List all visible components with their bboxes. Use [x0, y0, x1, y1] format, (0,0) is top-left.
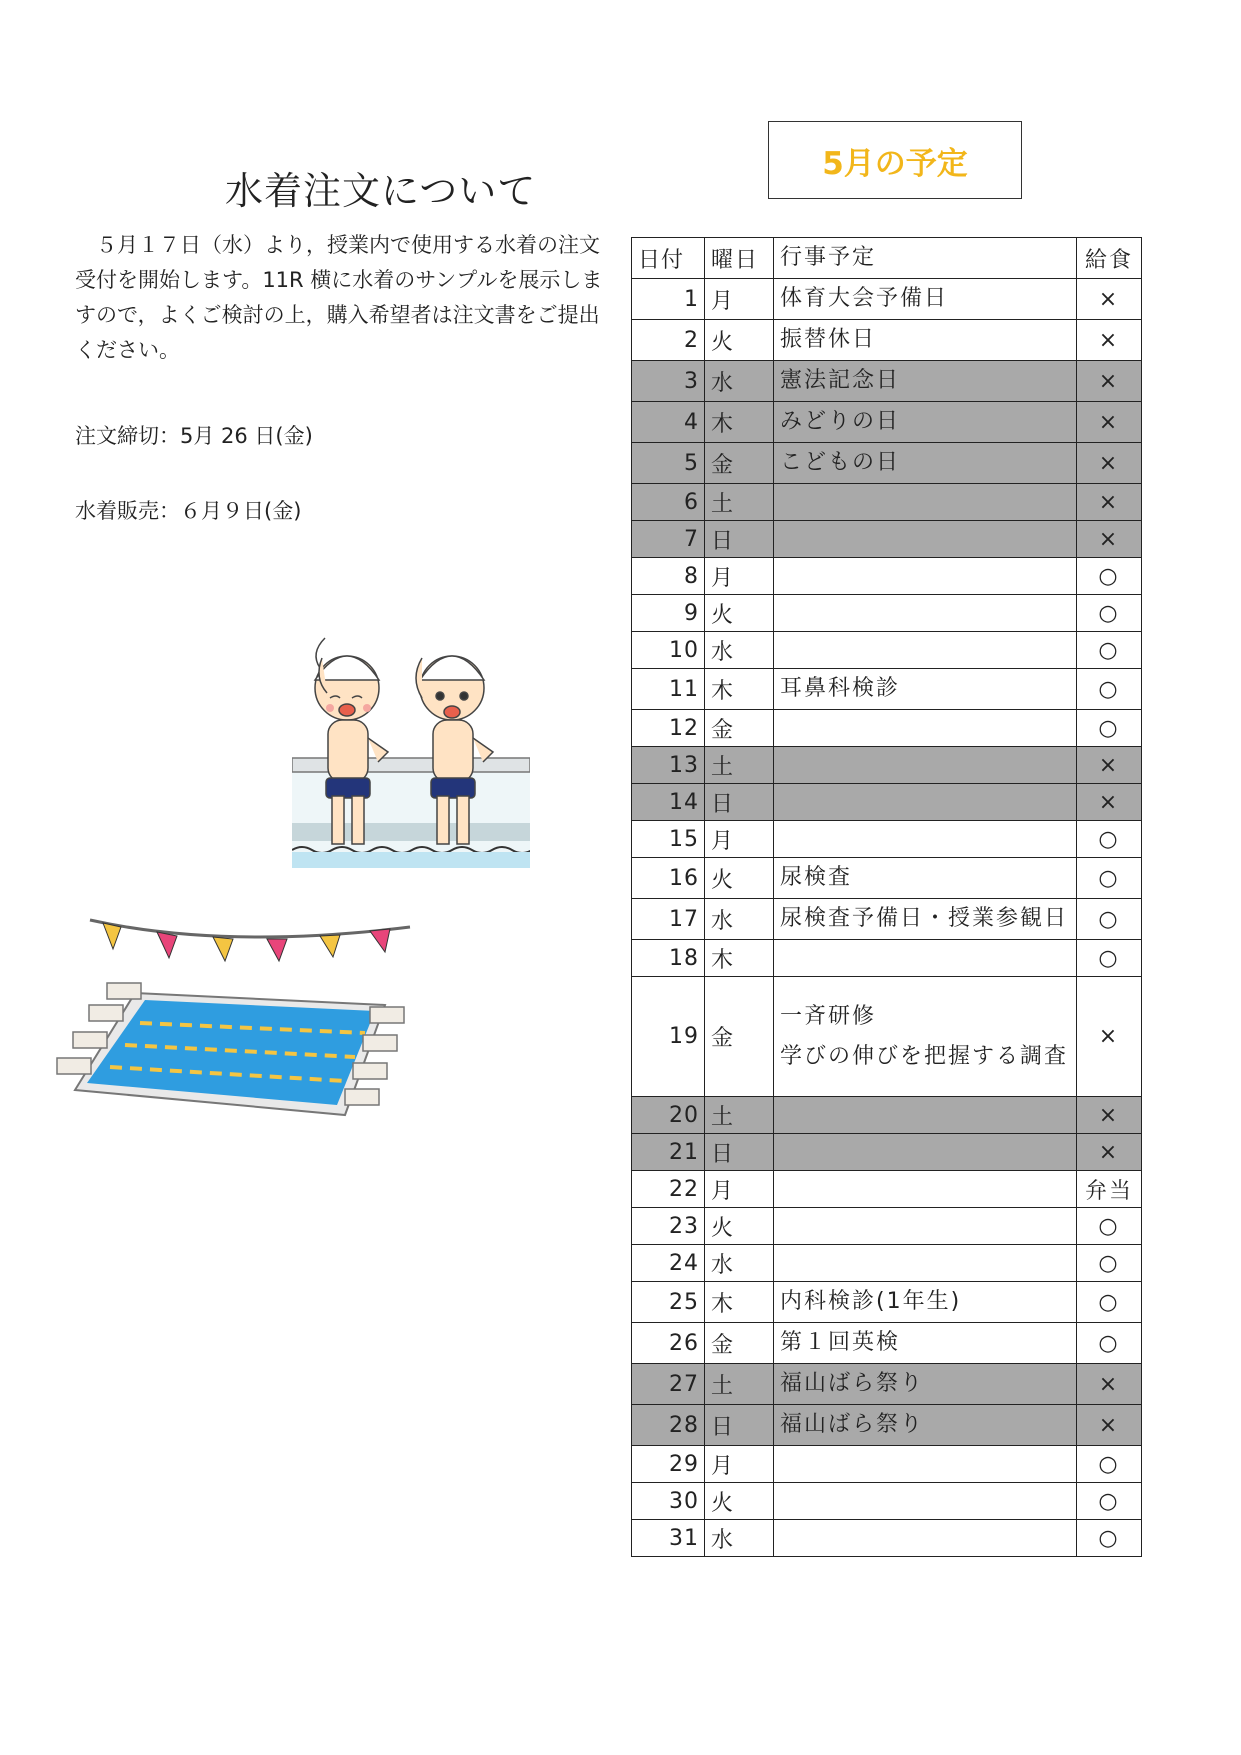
- event-cell: [774, 1446, 1077, 1483]
- table-row: [632, 710, 1142, 747]
- event-cell: [774, 1245, 1077, 1282]
- day-cell: 27: [632, 1364, 705, 1405]
- lunch-cell: ×: [1077, 361, 1142, 402]
- header-day: 日付: [632, 238, 705, 279]
- day-cell: 29: [632, 1446, 705, 1483]
- day-cell: 2: [632, 320, 705, 361]
- day-cell: 11: [632, 669, 705, 710]
- table-row: [632, 1364, 1142, 1405]
- day-cell: 1: [632, 279, 705, 320]
- day-cell: 16: [632, 858, 705, 899]
- lunch-cell: ×: [1077, 1097, 1142, 1134]
- table-row: [632, 1097, 1142, 1134]
- event-cell: 尿検査予備日・授業参観日: [774, 899, 1077, 940]
- event-cell: [774, 632, 1077, 669]
- table-row: [632, 1323, 1142, 1364]
- day-cell: 25: [632, 1282, 705, 1323]
- day-cell: 5: [632, 443, 705, 484]
- weekday-cell: 土: [705, 1364, 774, 1405]
- event-cell: 耳鼻科検診: [774, 669, 1077, 710]
- weekday-cell: 木: [705, 669, 774, 710]
- table-row: [632, 595, 1142, 632]
- day-cell: 19: [632, 977, 705, 1097]
- event-cell: [774, 1520, 1077, 1557]
- event-cell: 一斉研修 学びの伸びを把握する調査: [774, 977, 1077, 1097]
- lunch-cell: ○: [1077, 858, 1142, 899]
- weekday-cell: 土: [705, 747, 774, 784]
- weekday-cell: 金: [705, 443, 774, 484]
- day-cell: 4: [632, 402, 705, 443]
- weekday-cell: 日: [705, 1405, 774, 1446]
- weekday-cell: 金: [705, 977, 774, 1097]
- lunch-cell: ×: [1077, 443, 1142, 484]
- day-cell: 13: [632, 747, 705, 784]
- table-row: [632, 402, 1142, 443]
- day-cell: 23: [632, 1208, 705, 1245]
- weekday-cell: 土: [705, 484, 774, 521]
- day-cell: 24: [632, 1245, 705, 1282]
- swimming-pool-illustration: [45, 915, 420, 1125]
- lunch-cell: ×: [1077, 521, 1142, 558]
- day-cell: 31: [632, 1520, 705, 1557]
- event-cell: [774, 595, 1077, 632]
- weekday-cell: 土: [705, 1097, 774, 1134]
- weekday-cell: 月: [705, 821, 774, 858]
- lunch-cell: ×: [1077, 402, 1142, 443]
- day-cell: 10: [632, 632, 705, 669]
- weekday-cell: 金: [705, 1323, 774, 1364]
- lunch-cell: ×: [1077, 784, 1142, 821]
- event-cell: [774, 1134, 1077, 1171]
- lunch-cell: ○: [1077, 1208, 1142, 1245]
- schedule-body: [632, 279, 1142, 1557]
- weekday-cell: 水: [705, 361, 774, 402]
- weekday-cell: 火: [705, 858, 774, 899]
- event-cell: [774, 558, 1077, 595]
- weekday-cell: 木: [705, 940, 774, 977]
- event-cell: [774, 940, 1077, 977]
- table-row: [632, 669, 1142, 710]
- table-row: [632, 558, 1142, 595]
- lunch-cell: ×: [1077, 1364, 1142, 1405]
- table-row: [632, 1134, 1142, 1171]
- order-deadline: 注文締切：5月 26 日(金): [75, 424, 313, 448]
- weekday-cell: 水: [705, 1520, 774, 1557]
- lunch-cell: ×: [1077, 1405, 1142, 1446]
- event-cell: [774, 1171, 1077, 1208]
- weekday-cell: 日: [705, 521, 774, 558]
- day-cell: 14: [632, 784, 705, 821]
- lunch-cell: ○: [1077, 632, 1142, 669]
- day-cell: 15: [632, 821, 705, 858]
- event-cell: 第１回英検: [774, 1323, 1077, 1364]
- lunch-cell: ○: [1077, 595, 1142, 632]
- lunch-cell: ○: [1077, 821, 1142, 858]
- weekday-cell: 月: [705, 1171, 774, 1208]
- intro-paragraph: ５月１７日（水）より，授業内で使用する水着の注文受付を開始します。11R 横に水着のサンプルを展示しますので，よくご検討の上，購入希望者は注文書をご提出ください。: [75, 233, 603, 362]
- lunch-cell: ○: [1077, 1323, 1142, 1364]
- children-stretching-illustration: [292, 628, 530, 868]
- table-row: [632, 1446, 1142, 1483]
- lunch-cell: ○: [1077, 940, 1142, 977]
- table-row: [632, 747, 1142, 784]
- table-row: [632, 1208, 1142, 1245]
- swimsuit-sale-date: 水着販売：６月９日(金): [75, 499, 302, 523]
- header-event: 行事予定: [774, 238, 1077, 279]
- table-row: [632, 443, 1142, 484]
- table-row: [632, 320, 1142, 361]
- event-cell: こどもの日: [774, 443, 1077, 484]
- day-cell: 28: [632, 1405, 705, 1446]
- day-cell: 20: [632, 1097, 705, 1134]
- table-row: [632, 858, 1142, 899]
- weekday-cell: 火: [705, 595, 774, 632]
- schedule-table: [631, 237, 1142, 1557]
- event-cell: 福山ばら祭り: [774, 1364, 1077, 1405]
- event-cell: [774, 784, 1077, 821]
- weekday-cell: 火: [705, 320, 774, 361]
- header-weekday: 曜日: [705, 238, 774, 279]
- event-cell: 内科検診(1年生): [774, 1282, 1077, 1323]
- event-cell: [774, 1097, 1077, 1134]
- lunch-cell: ○: [1077, 558, 1142, 595]
- table-row: [632, 1245, 1142, 1282]
- lunch-cell: ○: [1077, 899, 1142, 940]
- lunch-cell: ○: [1077, 1282, 1142, 1323]
- lunch-cell: ○: [1077, 1483, 1142, 1520]
- event-cell: 福山ばら祭り: [774, 1405, 1077, 1446]
- event-cell: [774, 821, 1077, 858]
- weekday-cell: 水: [705, 1245, 774, 1282]
- weekday-cell: 水: [705, 632, 774, 669]
- weekday-cell: 月: [705, 279, 774, 320]
- day-cell: 18: [632, 940, 705, 977]
- table-row: [632, 1483, 1142, 1520]
- day-cell: 9: [632, 595, 705, 632]
- lunch-cell: ×: [1077, 279, 1142, 320]
- table-row: [632, 484, 1142, 521]
- table-row: [632, 784, 1142, 821]
- table-row: [632, 821, 1142, 858]
- table-row: [632, 1171, 1142, 1208]
- event-cell: [774, 710, 1077, 747]
- day-cell: 22: [632, 1171, 705, 1208]
- day-cell: 3: [632, 361, 705, 402]
- weekday-cell: 日: [705, 1134, 774, 1171]
- event-cell: [774, 1483, 1077, 1520]
- lunch-cell: ×: [1077, 1134, 1142, 1171]
- event-cell: [774, 1208, 1077, 1245]
- table-row: [632, 1405, 1142, 1446]
- day-cell: 26: [632, 1323, 705, 1364]
- weekday-cell: 水: [705, 899, 774, 940]
- day-cell: 12: [632, 710, 705, 747]
- event-cell: 憲法記念日: [774, 361, 1077, 402]
- weekday-cell: 日: [705, 784, 774, 821]
- table-row: [632, 977, 1142, 1097]
- table-header-row: [632, 238, 1142, 279]
- lunch-cell: ○: [1077, 669, 1142, 710]
- day-cell: 7: [632, 521, 705, 558]
- weekday-cell: 火: [705, 1208, 774, 1245]
- event-cell: [774, 747, 1077, 784]
- lunch-cell: ×: [1077, 320, 1142, 361]
- weekday-cell: 月: [705, 558, 774, 595]
- day-cell: 17: [632, 899, 705, 940]
- event-cell: 体育大会予備日: [774, 279, 1077, 320]
- lunch-cell: ○: [1077, 1520, 1142, 1557]
- event-cell: 尿検査: [774, 858, 1077, 899]
- lunch-cell: ○: [1077, 710, 1142, 747]
- page-title: 水着注文について: [225, 169, 537, 213]
- lunch-cell: ○: [1077, 1446, 1142, 1483]
- event-cell: 振替休日: [774, 320, 1077, 361]
- weekday-cell: 木: [705, 402, 774, 443]
- weekday-cell: 木: [705, 1282, 774, 1323]
- day-cell: 6: [632, 484, 705, 521]
- event-cell: [774, 484, 1077, 521]
- table-row: [632, 1520, 1142, 1557]
- table-row: [632, 521, 1142, 558]
- event-cell: みどりの日: [774, 402, 1077, 443]
- table-row: [632, 940, 1142, 977]
- table-row: [632, 1282, 1142, 1323]
- weekday-cell: 月: [705, 1446, 774, 1483]
- table-row: [632, 899, 1142, 940]
- day-cell: 8: [632, 558, 705, 595]
- lunch-cell: 弁当: [1077, 1171, 1142, 1208]
- header-lunch: 給食: [1077, 238, 1142, 279]
- table-row: [632, 279, 1142, 320]
- lunch-cell: ×: [1077, 747, 1142, 784]
- lunch-cell: ×: [1077, 977, 1142, 1097]
- table-row: [632, 361, 1142, 402]
- weekday-cell: 金: [705, 710, 774, 747]
- table-row: [632, 632, 1142, 669]
- day-cell: 21: [632, 1134, 705, 1171]
- month-schedule-heading: 5月の予定: [768, 121, 1022, 199]
- weekday-cell: 火: [705, 1483, 774, 1520]
- day-cell: 30: [632, 1483, 705, 1520]
- event-cell: [774, 521, 1077, 558]
- lunch-cell: ○: [1077, 1245, 1142, 1282]
- lunch-cell: ×: [1077, 484, 1142, 521]
